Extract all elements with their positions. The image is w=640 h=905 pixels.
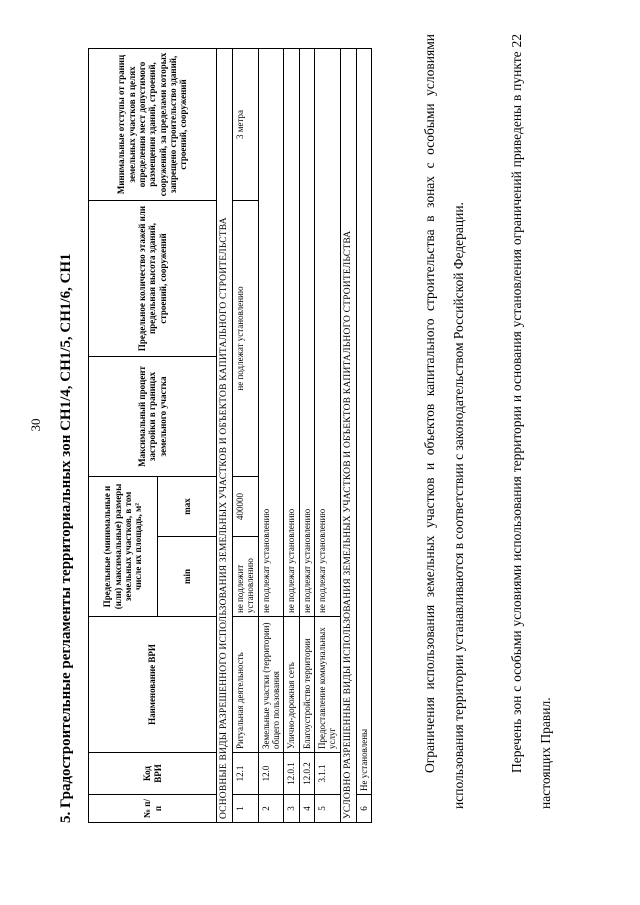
row-code: 12.0.1 bbox=[284, 753, 299, 795]
row-name: Ритуальная деятельность bbox=[232, 617, 258, 753]
header-floors: Предельное количество этажей или предельная высота зданий, строений, сооружений bbox=[89, 200, 217, 356]
row-setback: 3 метра bbox=[232, 48, 258, 200]
row-max: 400000 bbox=[232, 476, 258, 536]
zones-list-text: Перечень зон с особыми условиями использования территории и основания установления ограничений приведены в пункте 22 настоящих Правил. bbox=[509, 34, 553, 809]
header-percent: Максимальный процент застройки в границах земельного участка bbox=[89, 356, 217, 476]
page-number: 30 bbox=[28, 418, 43, 432]
row-name: Земельные участки (территории) общего пользования bbox=[258, 617, 284, 753]
table-row bbox=[299, 48, 314, 822]
zones-list-paragraph bbox=[502, 34, 560, 809]
header-max: max bbox=[158, 476, 217, 536]
row-rest: не подлежат установлению bbox=[314, 48, 340, 616]
row-name: Предоставление коммунальных услуг bbox=[314, 617, 340, 753]
row-code: 12.0 bbox=[258, 753, 284, 795]
section-conditional-label: УСЛОВНО РАЗРЕШЕННЫЕ ВИДЫ ИСПОЛЬЗОВАНИЯ ЗЕМЕЛЬНЫХ УЧАСТКОВ И ОБЪЕКТОВ КАПИТАЛЬНОГО СТРОИТЕЛЬСТВА bbox=[340, 48, 356, 822]
table-row bbox=[356, 48, 371, 822]
header-setback: Минимальные отступы от границ земельных участков в целях определения мест допустимого размещения зданий, строений, сооружений, за пределами которых запрещено строительство зданий, строений, сооружений bbox=[89, 48, 217, 200]
row-rest: не подлежат установлению bbox=[258, 48, 284, 616]
row-min: не подлежит установлению bbox=[232, 537, 258, 617]
row-code: 12.0.2 bbox=[299, 753, 314, 795]
restrictions-paragraph bbox=[415, 34, 473, 809]
section-row-conditional bbox=[340, 48, 356, 822]
row-name: Улично-дорожная сеть bbox=[284, 617, 299, 753]
regulations-table bbox=[88, 48, 372, 823]
row-num: 2 bbox=[258, 795, 284, 823]
row-percent-floors: не подлежат установлению bbox=[232, 200, 258, 476]
row-num: 1 bbox=[232, 795, 258, 823]
section-heading: 5. Градостроительные регламенты территориальных зон СН1/4, СН1/5, СН1/6, СН1 bbox=[58, 253, 74, 823]
row-rest: не подлежат установлению bbox=[284, 48, 299, 616]
table-row bbox=[258, 48, 284, 822]
row-code: 12.1 bbox=[232, 753, 258, 795]
table-row bbox=[284, 48, 299, 822]
row-num: 5 bbox=[314, 795, 340, 823]
section-row-main bbox=[217, 48, 233, 822]
header-code: Код ВРИ bbox=[89, 753, 217, 795]
section-main-label: ОСНОВНЫЕ ВИДЫ РАЗРЕШЕННОГО ИСПОЛЬЗОВАНИЯ ЗЕМЕЛЬНЫХ УЧАСТКОВ И ОБЪЕКТОВ КАПИТАЛЬНОГО СТРОИТЕЛЬСТВА bbox=[217, 48, 233, 822]
table-row bbox=[314, 48, 340, 822]
row-num: 3 bbox=[284, 795, 299, 823]
header-name: Наименование ВРИ bbox=[89, 617, 217, 753]
header-row bbox=[89, 48, 158, 822]
row-code: 3.1.1 bbox=[314, 753, 340, 795]
restrictions-text: Ограничения использования земельных участков и объектов капитального строительства в зонах с особыми условиями использования территории устанавливаются в соответствии с законодательством Российской Федерации. bbox=[422, 34, 466, 809]
row-num: 4 bbox=[299, 795, 314, 823]
header-min: min bbox=[158, 537, 217, 617]
header-size-group: Предельные (минимальные и (или) максимальные) размеры земельных участков, в том числе их площадь, м² bbox=[89, 476, 158, 616]
row-num: 6 bbox=[356, 795, 371, 823]
row-name: Благоустройство территории bbox=[299, 617, 314, 753]
row-name: Не установлены bbox=[356, 48, 371, 794]
row-rest: не подлежат установлению bbox=[299, 48, 314, 616]
header-num: № п/п bbox=[89, 795, 217, 823]
table-row bbox=[232, 48, 258, 822]
